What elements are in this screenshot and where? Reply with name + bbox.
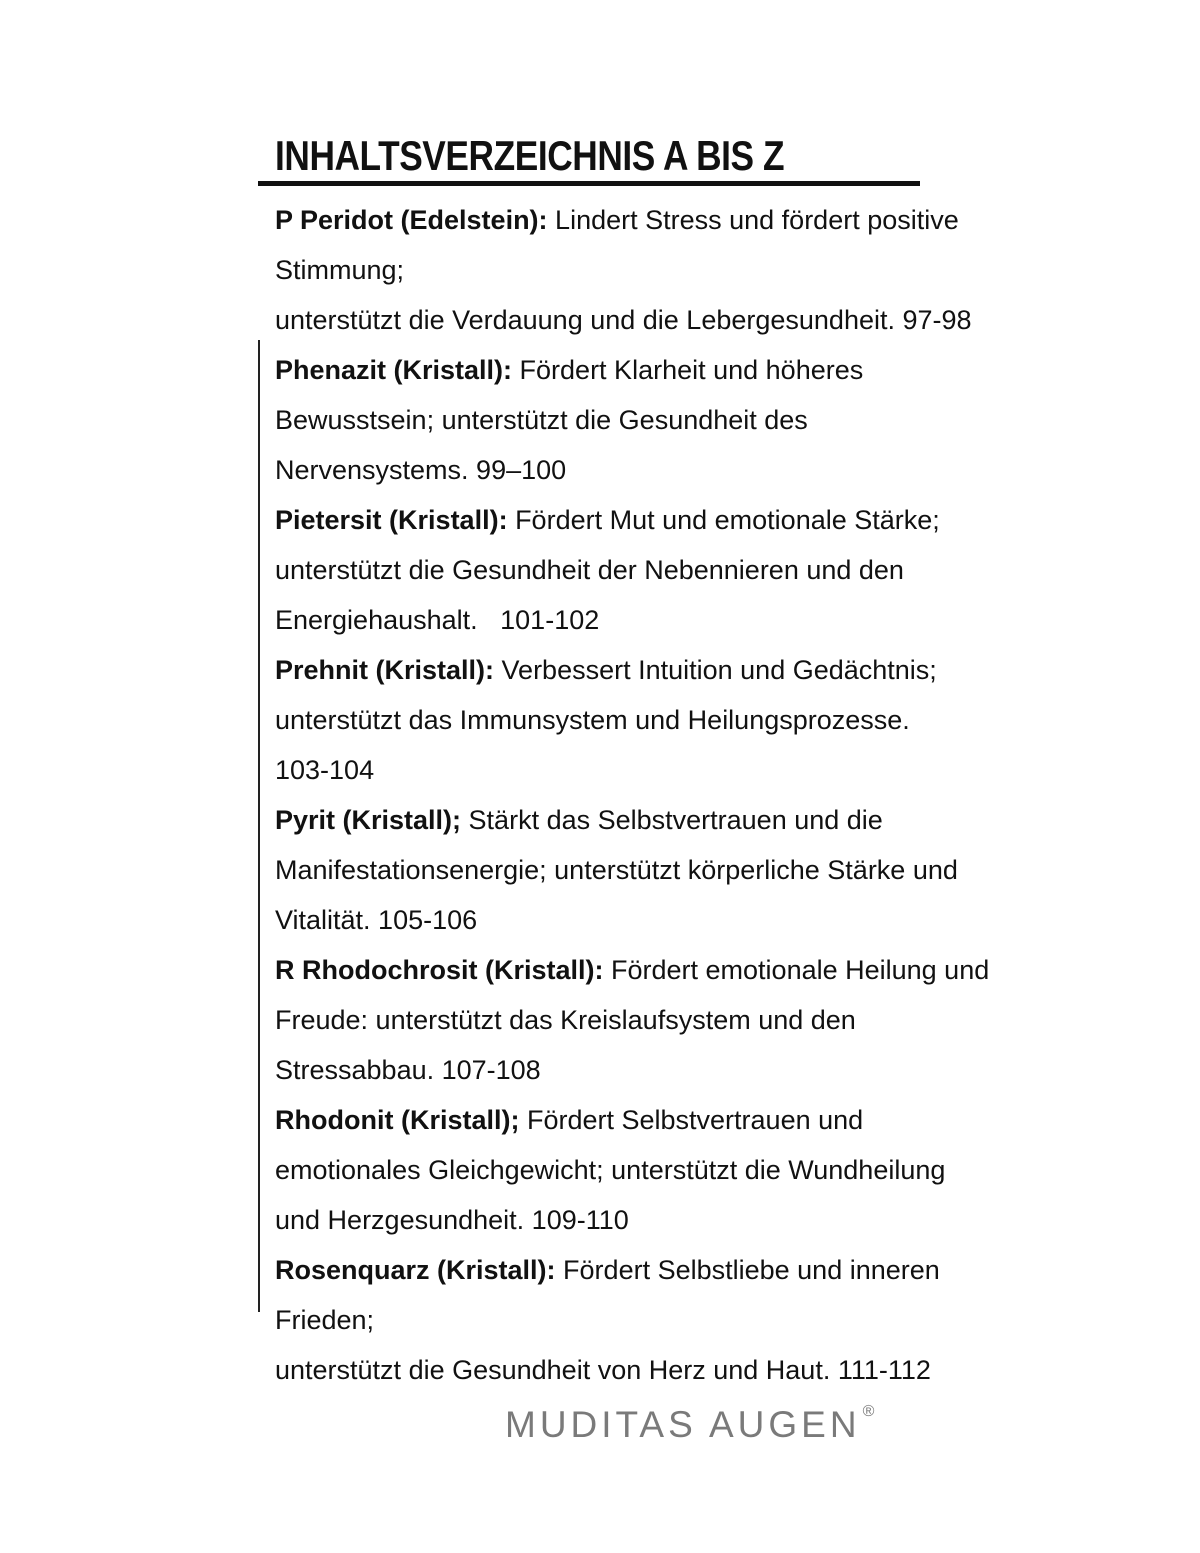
entry-name: Prehnit (Kristall):	[275, 655, 495, 685]
toc-entry	[275, 800, 989, 850]
toc-entry-line	[275, 850, 989, 900]
toc-entry-line	[275, 1050, 989, 1100]
entry-text: unterstützt das Immunsystem und Heilungsprozesse.	[275, 705, 910, 735]
entry-name: Pyrit (Kristall);	[275, 805, 462, 835]
entry-text: Vitalität. 105-106	[275, 905, 478, 935]
toc-entry	[275, 200, 989, 250]
entry-text: Stressabbau. 107-108	[275, 1055, 541, 1085]
vertical-divider	[258, 340, 260, 1312]
toc-list	[275, 200, 989, 1400]
entry-text: Stimmung;	[275, 255, 405, 285]
entry-name: Rhodonit (Kristall);	[275, 1105, 520, 1135]
title-underline	[258, 181, 920, 186]
entry-text: Nervensystems. 99–100	[275, 455, 567, 485]
entry-text: Fördert emotionale Heilung und	[603, 955, 990, 985]
entry-text: Energiehaushalt. 101-102	[275, 605, 600, 635]
entry-text: Frieden;	[275, 1305, 375, 1335]
entry-text: Bewusstsein; unterstützt die Gesundheit des	[275, 405, 808, 435]
entry-name: Pietersit (Kristall):	[275, 505, 508, 535]
logo-text: MUDITAS AUGEN	[505, 1404, 861, 1445]
page-title: INHALTSVERZEICHNIS A BIS Z	[275, 132, 785, 179]
registered-mark: ®	[862, 1403, 875, 1420]
toc-entry-line	[275, 300, 989, 350]
entry-name: Phenazit (Kristall):	[275, 355, 513, 385]
toc-entry	[275, 1100, 989, 1150]
entry-name: P Peridot (Edelstein):	[275, 205, 548, 235]
toc-entry-line	[275, 600, 989, 650]
toc-entry	[275, 500, 989, 550]
entry-text: Fördert Mut und emotionale Stärke;	[507, 505, 940, 535]
entry-text: Fördert Klarheit und höheres	[512, 355, 864, 385]
entry-name: R Rhodochrosit (Kristall):	[275, 955, 604, 985]
toc-entry-line	[275, 1000, 989, 1050]
toc-entry-line	[275, 900, 989, 950]
toc-entry-line	[275, 1200, 989, 1250]
entry-text: unterstützt die Verdauung und die Lebergesundheit. 97-98	[275, 305, 972, 335]
entry-text: und Herzgesundheit. 109-110	[275, 1205, 629, 1235]
toc-entry-line	[275, 450, 989, 500]
toc-entry	[275, 1250, 989, 1300]
toc-entry-line	[275, 1300, 989, 1350]
entry-text: Freude: unterstützt das Kreislaufsystem und den	[275, 1005, 856, 1035]
entry-text: emotionales Gleichgewicht; unterstützt die Wundheilung	[275, 1155, 946, 1185]
toc-entry-line	[275, 750, 989, 800]
entry-text: Verbessert Intuition und Gedächtnis;	[494, 655, 937, 685]
entry-text: Fördert Selbstliebe und inneren	[555, 1255, 940, 1285]
entry-text: Stärkt das Selbstvertrauen und die	[461, 805, 883, 835]
entry-text: unterstützt die Gesundheit der Nebennieren und den	[275, 555, 904, 585]
toc-entry-line	[275, 1350, 989, 1400]
entry-text: 103-104	[275, 755, 375, 785]
entry-text: Lindert Stress und fördert positive	[547, 205, 959, 235]
toc-entry-line	[275, 250, 989, 300]
entry-text: unterstützt die Gesundheit von Herz und Haut. 111-112	[275, 1355, 931, 1385]
entry-text: Fördert Selbstvertrauen und	[519, 1105, 864, 1135]
toc-entry	[275, 650, 989, 700]
entry-name: Rosenquarz (Kristall):	[275, 1255, 556, 1285]
toc-entry-line	[275, 1150, 989, 1200]
toc-entry-line	[275, 550, 989, 600]
toc-entry	[275, 350, 989, 400]
toc-entry-line	[275, 700, 989, 750]
toc-entry	[275, 950, 989, 1000]
entry-text: Manifestationsenergie; unterstützt körperliche Stärke und	[275, 855, 958, 885]
brand-logo	[505, 1404, 874, 1446]
toc-entry-line	[275, 400, 989, 450]
